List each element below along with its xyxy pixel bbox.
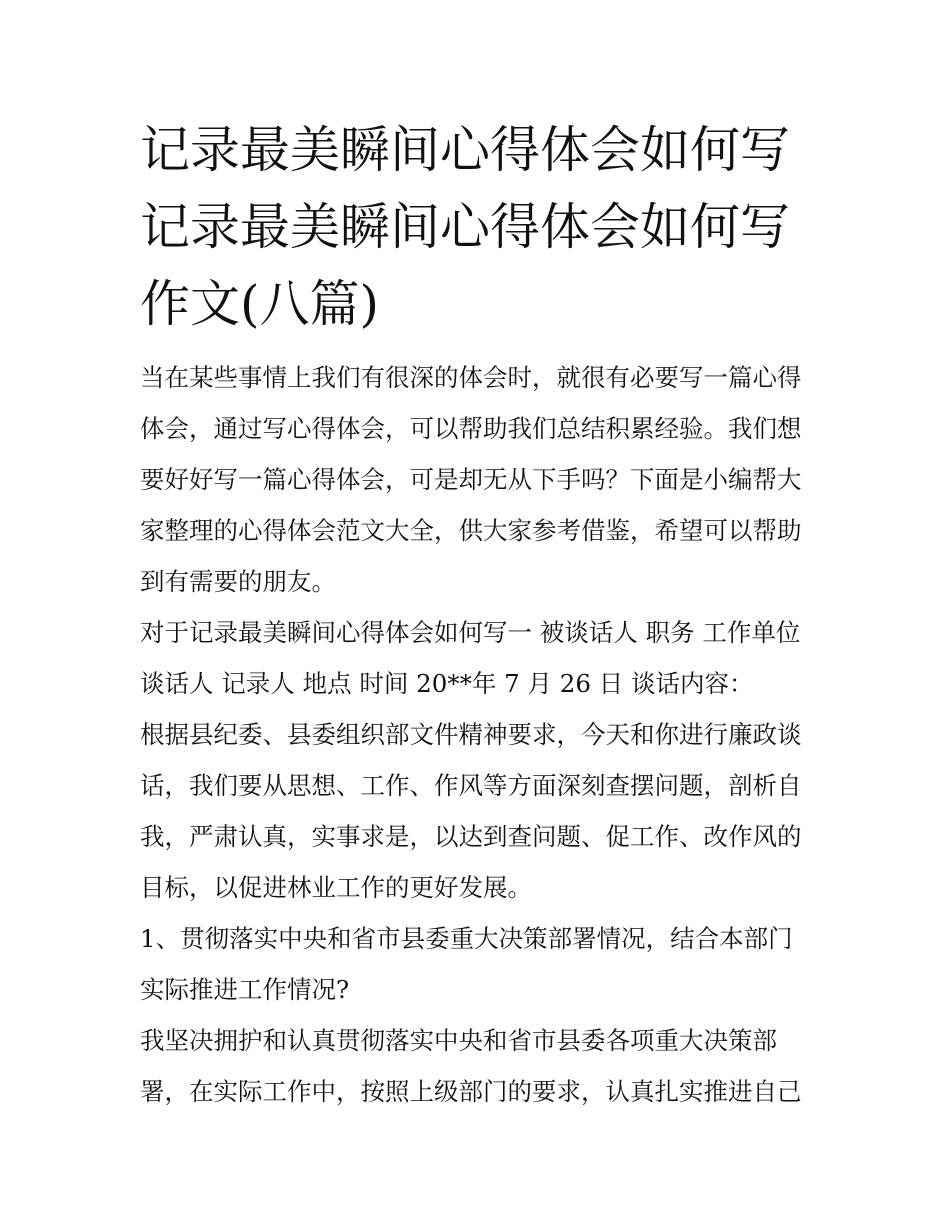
title-line: 记录最美瞬间心得体会如何写 xyxy=(140,198,790,256)
text-line: 根据县纪委、县委组织部文件精神要求，今天和你进行廉政谈 xyxy=(140,720,802,749)
text-line: 我坚决拥护和认真贯彻落实中央和省市县委各项重大决策部 xyxy=(140,1026,777,1055)
text-line: 谈话人 记录人 地点 时间 20**年 7 月 26 日 谈话内容： xyxy=(140,669,754,698)
text-line: 目标，以促进林业工作的更好发展。 xyxy=(140,873,532,902)
text-line: 署，在实际工作中，按照上级部门的要求，认真扎实推进自己 xyxy=(140,1077,802,1106)
answer-paragraph xyxy=(140,1015,816,1117)
interview-record-paragraph xyxy=(140,607,816,709)
document-body xyxy=(140,352,816,1117)
text-line: 我，严肃认真，实事求是，以达到查问题、促工作、改作风的 xyxy=(140,822,802,851)
document-title xyxy=(140,112,820,343)
text-line: 1、贯彻落实中央和省市县委重大决策部署情况，结合本部门 xyxy=(140,924,793,953)
text-line: 要好好写一篇心得体会，可是却无从下手吗？下面是小编帮大 xyxy=(140,465,802,494)
title-line: 作文(八篇) xyxy=(140,275,380,333)
text-line: 到有需要的朋友。 xyxy=(140,567,336,596)
text-line: 实际推进工作情况? xyxy=(140,975,350,1004)
text-line: 对于记录最美瞬间心得体会如何写一 被谈话人 职务 工作单位 xyxy=(140,618,801,647)
text-line: 家整理的心得体会范文大全，供大家参考借鉴，希望可以帮助 xyxy=(140,516,802,545)
text-line: 当在某些事情上我们有很深的体会时，就很有必要写一篇心得 xyxy=(140,363,802,392)
title-line: 记录最美瞬间心得体会如何写 xyxy=(140,121,790,179)
requirement-paragraph xyxy=(140,709,816,913)
intro-paragraph xyxy=(140,352,816,607)
text-line: 体会，通过写心得体会，可以帮助我们总结积累经验。我们想 xyxy=(140,414,802,443)
text-line: 话，我们要从思想、工作、作风等方面深刻查摆问题，剖析自 xyxy=(140,771,802,800)
question-paragraph xyxy=(140,913,816,1015)
